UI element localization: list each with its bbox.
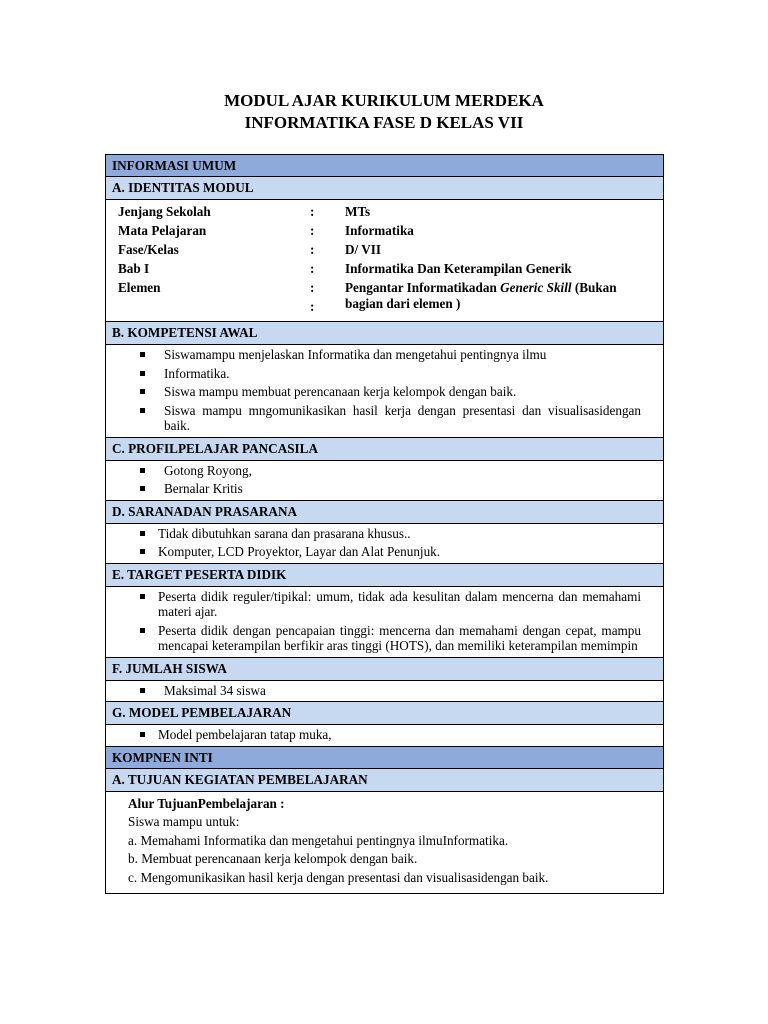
list-item: Model pembelajaran tatap muka, <box>138 727 641 743</box>
identitas-row <box>112 202 657 221</box>
identitas-key: Bab I <box>118 261 150 276</box>
document-title <box>0 90 768 134</box>
section-informasi-umum: INFORMASI UMUM <box>106 155 664 177</box>
title-line-1: MODUL AJAR KURIKULUM MERDEKA <box>224 91 544 110</box>
jumlah-body <box>106 680 664 702</box>
profil-body <box>106 460 664 500</box>
module-table <box>105 154 664 894</box>
identitas-row <box>112 240 657 259</box>
identitas-value: MTs <box>345 204 371 219</box>
colon-2: : <box>310 299 315 314</box>
identitas-row <box>112 259 657 278</box>
identitas-key: Elemen <box>118 280 161 295</box>
sarana-body <box>106 523 664 563</box>
list-item: Siswa mampu membuat perencanaan kerja kelompok dengan baik. <box>138 384 641 400</box>
identitas-key: Mata Pelajaran <box>118 223 207 238</box>
tujuan-line: b. Membuat perencanaan kerja kelompok dengan baik. <box>128 851 418 866</box>
list-item: Tidak dibutuhkan sarana dan prasarana khusus.. <box>138 526 641 542</box>
section-profil-heading: C. PROFILPELAJAR PANCASILA <box>106 437 664 460</box>
target-list <box>138 589 641 654</box>
identitas-colon: : <box>310 261 315 276</box>
profil-list <box>138 463 641 497</box>
identitas-value: D/ VII <box>345 242 382 257</box>
section-identitas-heading: A. IDENTITAS MODUL <box>106 177 664 200</box>
identitas-colon <box>304 278 339 316</box>
elemen-text-a: Pengantar Informatikadan <box>345 280 501 295</box>
elemen-text-b: (Bukan bagian dari elemen ) <box>345 280 617 311</box>
model-list <box>138 727 641 743</box>
jumlah-list <box>138 683 641 699</box>
list-item: Informatika. <box>138 366 641 382</box>
section-target-heading: E. TARGET PESERTA DIDIK <box>106 563 664 586</box>
section-jumlah-heading: F. JUMLAH SISWA <box>106 657 664 680</box>
kompetensi-list <box>138 347 641 434</box>
kompetensi-body <box>106 345 664 438</box>
identitas-key: Jenjang Sekolah <box>118 204 211 219</box>
identitas-value <box>339 278 657 316</box>
list-item: Peserta didik reguler/tipikal: umum, tidak ada kesulitan dalam mencerna dan memahami materi ajar. <box>138 589 641 620</box>
identitas-body <box>106 200 664 322</box>
identitas-table <box>112 202 657 316</box>
list-item: Peserta didik dengan pencapaian tinggi: mencerna dan memahami dengan cepat, mampu mencapai keterampilan berfikir aras tinggi (HOTS), dan memiliki keterampilan memimpin <box>138 623 641 654</box>
tujuan-line: a. Memahami Informatika dan mengetahui pentingnya ilmuInformatika. <box>128 832 509 848</box>
elemen-text-italic: Generic Skill <box>500 280 572 295</box>
title-line-2: INFORMATIKA FASE D KELAS VII <box>244 113 524 132</box>
target-body <box>106 586 664 657</box>
list-item: Siswamampu menjelaskan Informatika dan mengetahui pentingnya ilmu <box>138 347 641 363</box>
identitas-colon: : <box>310 223 315 238</box>
identitas-value: Informatika <box>345 223 414 238</box>
list-item: Bernalar Kritis <box>138 481 641 497</box>
identitas-row <box>112 221 657 240</box>
list-item: Maksimal 34 siswa <box>138 683 641 699</box>
section-tujuan-heading: A. TUJUAN KEGIATAN PEMBELAJARAN <box>106 768 664 791</box>
section-model-heading: G. MODEL PEMBELAJARAN <box>106 702 664 725</box>
tujuan-line: c. Mengomunikasikan hasil kerja dengan presentasi dan visualisasidengan baik. <box>128 869 549 885</box>
list-item: Komputer, LCD Proyektor, Layar dan Alat Penunjuk. <box>138 544 641 560</box>
section-komponen-inti: KOMPNEN INTI <box>106 746 664 768</box>
colon-1: : <box>310 280 315 295</box>
identitas-row-elemen <box>112 278 657 316</box>
list-item: Gotong Royong, <box>138 463 641 479</box>
sarana-list <box>138 526 641 560</box>
list-item: Siswa mampu mngomunikasikan hasil kerja dengan presentasi dan visualisasidengan baik. <box>138 403 641 434</box>
identitas-colon: : <box>310 242 315 257</box>
section-kompetensi-heading: B. KOMPETENSI AWAL <box>106 322 664 345</box>
tujuan-body <box>106 791 664 894</box>
identitas-key: Fase/Kelas <box>118 242 179 257</box>
identitas-colon: : <box>310 204 315 219</box>
identitas-value: Informatika Dan Keterampilan Generik <box>345 261 572 276</box>
alur-tujuan-label: Alur TujuanPembelajaran : <box>128 795 285 811</box>
section-sarana-heading: D. SARANADAN PRASARANA <box>106 500 664 523</box>
tujuan-intro: Siswa mampu untuk: <box>128 814 240 829</box>
model-body <box>106 725 664 747</box>
